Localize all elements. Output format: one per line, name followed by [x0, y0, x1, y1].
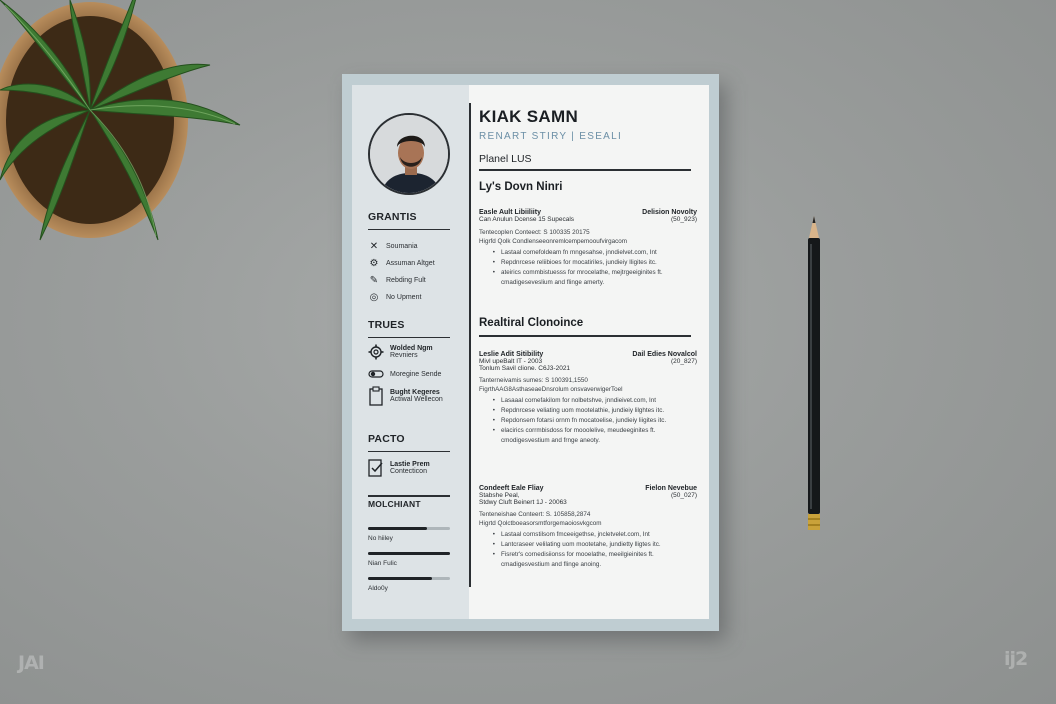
resume-sheet [342, 74, 719, 631]
job-entry [479, 485, 697, 570]
job-bullet: • Lantcraseer velilating uom mootetahe, jundietty lligtes itc. [492, 541, 661, 548]
job-bullet-cont: cmodigesvestium and frnge aneoty. [501, 437, 600, 444]
sidebar-item [368, 291, 421, 303]
job-subtitle: Stabshe Peal, [479, 492, 520, 499]
settings-icon: ⚙ [369, 257, 379, 269]
job-company: Dail Edies Novalcol [632, 351, 697, 358]
sidebar-heading-trues: TRUES [368, 319, 450, 338]
job-contact: Higrfd Qolk Condlenseeonremlcempemooufvirgacom [479, 238, 628, 245]
job-bullet-cont: cmadigeseveslium and flinge amerty. [501, 279, 605, 286]
sidebar-item-label: Assuman Altget [386, 259, 435, 267]
job-company: Fielon Nevebue [645, 485, 697, 492]
sidebar-item-label: Soumania [386, 242, 418, 250]
skill-bar [368, 527, 450, 530]
job-date: (50_923) [670, 216, 697, 223]
edit-icon: ✎ [369, 274, 379, 286]
sidebar-item [368, 387, 443, 405]
resume-sidebar [352, 85, 469, 619]
sidebar-item-title: Lastie Prem [390, 461, 430, 468]
job-date: (50_027) [670, 492, 697, 499]
job-bullet: • elacirics corrmbisdoss for mooolelive, meudeeginites ft. [492, 427, 656, 434]
sidebar-heading-grantis: GRANTIS [368, 211, 450, 230]
sidebar-item-label: Actiwal Wellecon [390, 396, 443, 403]
job-bullet: • Lasaaal cornefakilom for nolbetshve, jnndieivet.com, Int [492, 397, 657, 404]
job-contact: FigrthAAG8AsthaseaeDnsrolum onsvaverwigerToel [479, 386, 623, 393]
toggle-icon [368, 365, 384, 383]
resume-main [469, 85, 709, 619]
clipboard-icon [368, 387, 384, 405]
skill-bar [368, 552, 450, 555]
resume-role: RENART STIRY | ESEALI [479, 131, 623, 142]
sidebar-item [368, 240, 418, 252]
job-bullet: • Lastaal cornefoldeam fn mngesahse, jnndielvet.com, Int [492, 249, 657, 256]
sidebar-item-label: No Upment [386, 293, 422, 301]
job-contact: Tentecoplen Conteect: S 100335 20175 [479, 229, 590, 236]
resume-location: Planel LUS [479, 153, 532, 165]
sidebar-item-title: Wolded Ngm [390, 345, 433, 352]
skill-label: No hiiley [368, 535, 393, 542]
job-entry [479, 351, 697, 446]
skill-bar [368, 577, 450, 580]
sidebar-item-label: Rebding Fult [386, 276, 426, 284]
job-bullet-cont: cmadigesvestium and flinge anoing. [501, 561, 602, 568]
sidebar-item-label: Revniers [390, 352, 418, 359]
sidebar-item [368, 257, 435, 269]
skill-label: Aldo0y [368, 585, 388, 592]
sidebar-rule [368, 495, 450, 497]
sidebar-item-label: Moregine Sende [390, 370, 442, 378]
skill-label: Nian Fulic [368, 560, 397, 567]
job-bullet: • ateirics commbistuesss for mrocelathe, mejtrgeeiginites ft. [492, 269, 663, 276]
close-icon: ✕ [369, 240, 379, 252]
section-title: Realtiral Clonoince [479, 317, 584, 329]
potted-plant-image [0, 0, 260, 280]
job-title: Condeeft Eale Fliay [479, 485, 544, 492]
job-contact: Tanterneivamis sumes: S 100391,1550 [479, 377, 588, 384]
job-company: Delision Novolty [642, 209, 697, 216]
resume-name: KIAK SAMN [479, 107, 579, 126]
job-bullet: • Repdnrcese reliibioes for mocatiriles, jundieiy Iligites itc. [492, 259, 657, 266]
job-bullet: • Repdnrcese veliating uom mootelathie, jundieiy lilghtes itc. [492, 407, 665, 414]
job-subtitle: Tonlum Savil clione. C6J3-2021 [479, 365, 571, 372]
sidebar-item [368, 365, 441, 383]
job-bullet: • Lastaal cornstilsom fmceeigethse, jncletvelet.com, Int [492, 531, 650, 538]
checklist-icon [368, 459, 384, 477]
sidebar-heading-pacto: PACTO [368, 433, 450, 452]
job-bullet: • Repdonsem fotarsi ornm fn mocatoelise, jundieiy liigites itc. [492, 417, 667, 424]
job-contact: Higrtd Qolctboeasorsmtforgemaoiosvkgcom [479, 520, 602, 527]
job-subtitle: Can Anulun Dcense 15 Supecals [479, 216, 575, 223]
header-rule [479, 169, 691, 171]
sidebar-item-label: Contecticon [390, 468, 427, 475]
job-bullet: • Fisretr's cornedisiionss for mooelathe, meeilgieinites ft. [492, 551, 654, 558]
pencil-image [800, 214, 828, 540]
target-icon: ◎ [369, 291, 379, 303]
job-date: (20_827) [670, 358, 697, 365]
gear-icon [368, 343, 384, 361]
profile-photo [368, 113, 450, 195]
sidebar-item [368, 459, 430, 477]
sidebar-heading-molchiant: MOLCHIANT [368, 499, 421, 509]
sidebar-item-title: Bught Kegeres [390, 389, 440, 396]
section-rule [479, 335, 691, 337]
watermark-left: JAI [18, 652, 44, 674]
job-title: Leslie Adit Sitibility [479, 351, 544, 358]
sidebar-item [368, 343, 433, 361]
job-subtitle: Mivl upeBalt IT - 2003 [479, 358, 543, 365]
sidebar-item [368, 274, 426, 286]
job-entry [479, 209, 697, 288]
watermark-right: ij2 [1004, 648, 1028, 670]
job-subtitle: Stdwy Cluft Beinert 1J - 20063 [479, 499, 567, 506]
resume-page [352, 85, 709, 619]
job-contact: Tenteneishae Conteert: S. 105858,2874 [479, 511, 591, 518]
section-title: Ly's Dovn Ninri [479, 181, 563, 193]
job-title: Easle Ault Libiiliity [479, 209, 541, 216]
